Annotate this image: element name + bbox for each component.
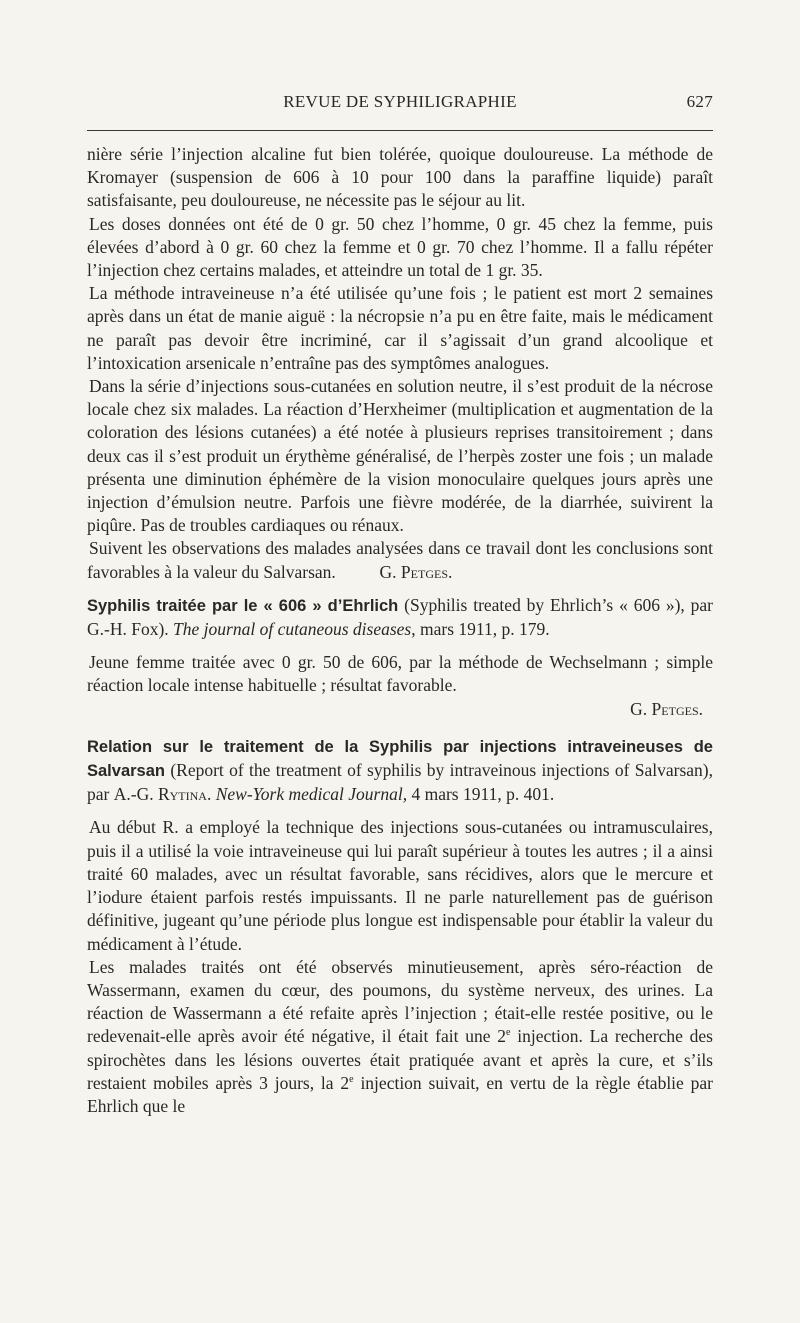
paragraph-8 [87,956,713,1118]
paragraph-1: nière série l’injection alcaline fut bien tolérée, quoique douloureuse. La méthode de Kromayer (suspension de 606 à 10 pour 100 dans la paraffine liquide) paraît satisfaisante, peu douloureuse, ne nécessite pas le séjour au lit. [87,144,713,211]
body-text [87,143,713,1118]
superscript-e-2: e [349,1073,354,1085]
paragraph-8-a: Les malades traités ont été observés minutieusement, après séro-réaction de Wassermann, examen du cœur, des poumons, du système nerveux, des urines. La réaction de Wassermann a été refaite après l’injection ; était-elle restée positive, ou le redevenait-elle après avoir été négative, il était fait une 2 [87,956,713,1047]
paragraph-8-b: injection. La recherche des spirochètes dans les lésions ouvertes était pratiquée avant et après la cure, et s’ils restaient mobiles après 3 jours, la 2 [87,1026,713,1093]
paragraph-5-text: Suivent les observations des malades analysées dans ce travail dont les conclusions sont favorables à la valeur du Salvarsan. [87,538,713,582]
article-1-ref-b: , mars 1911, p. 179. [411,619,550,640]
paragraph-3: La méthode intraveineuse n’a été utilisée qu’une fois ; le patient est mort 2 semaines après dans un état de manie aiguë : la nécropsie n’a pu en être faite, mais le médicament ne paraît pas devoir être incriminé, car il s’agissait d’un grand alcoolique et l’intoxication arsenicale n’entraîne pas des symptômes analogues. [87,283,713,373]
article-2-title: Relation sur le traitement de la Syphilis par injections intraveineuses de Salvarsan [87,737,713,781]
signature-1: G. Petges. [379,561,453,582]
article-2-ref-a: (Report of the treatment of syphilis by intraveinous injections of Salvarsan), par [87,760,713,805]
page-number: 627 [686,92,713,111]
article-2-heading: Relation sur le traitement de la Syphilis par injections intraveineuses de Salvarsan (Report of the treatment of syphilis by intraveinous injections of Salvarsan), par A.-G. Rytina. New-York medical Journal, 4 mars 1911, p. 401. [87,737,713,805]
paragraph-8-c: injection suivait, en vertu de la règle établie par Ehrlich que le [87,1072,713,1116]
signature-2: G. Petges. [630,698,703,719]
article-1-heading [87,594,713,641]
article-2-journal: New-York medical Journal, [215,784,408,805]
journal-title: REVUE DE SYPHILIGRAPHIE [283,92,517,111]
running-header [87,92,713,120]
paragraph-7: Au début R. a employé la technique des injections sous-cutanées ou intramusculaires, puis il a utilisé la voie intraveineuse qui lui paraît supérieur à toutes les autres ; il a ainsi traité 60 malades, avec un résultat favorable, sans récidives, alors que le mercure et l’iodure étaient parfois restés impuissants. Il ne parle naturellement pas de guérison définitive, jugeant qu’une période plus longue est indispensable pour établir la valeur du médicament à l’étude. [87,817,713,954]
article-1-title: Syphilis traitée par le « 606 » d’Ehrlich [87,596,399,615]
paragraph-4: Dans la série d’injections sous-cutanées en solution neutre, il s’est produit de la nécrose locale chez six malades. La réaction d’Herxheimer (multiplication et augmentation de la coloration des lésions cutanées) a été notée à plusieurs reprises transitoirement ; dans deux cas il s’est produit un érythème généralisé, de l’herpès zoster une fois ; un malade présenta une diminution éphémère de la vision monoculaire quelques jours après une injection d’émulsion neutre. Parfois une fièvre modérée, de la diarrhée, suivirent la piqûre. Pas de troubles cardiaques ou rénaux. [87,376,713,536]
paragraph-6: Jeune femme traitée avec 0 gr. 50 de 606, par la méthode de Wechselmann ; simple réaction locale intense habituelle ; résultat favorable. [87,652,713,696]
paragraph-2: Les doses données ont été de 0 gr. 50 chez l’homme, 0 gr. 45 chez la femme, puis élevées d’abord à 0 gr. 60 chez la femme et 0 gr. 70 chez l’homme. Il a fallu répéter l’injection chez certains malades, et atteindre un total de 1 gr. 35. [87,213,713,281]
article-1-ref-a: (Syphilis treated by Ehrlich’s « 606 »), par G.-H. Fox). [87,594,714,640]
article-2-ref-b: 4 mars 1911, p. 401. [407,784,555,805]
article-1-journal: The journal of cutaneous diseases [173,619,412,640]
header-rule [87,130,713,131]
article-2-author: A.-G. Rytina [113,784,207,805]
paragraph-5 [87,537,713,583]
superscript-e-1: e [506,1027,511,1039]
signature-2-line [87,698,713,721]
